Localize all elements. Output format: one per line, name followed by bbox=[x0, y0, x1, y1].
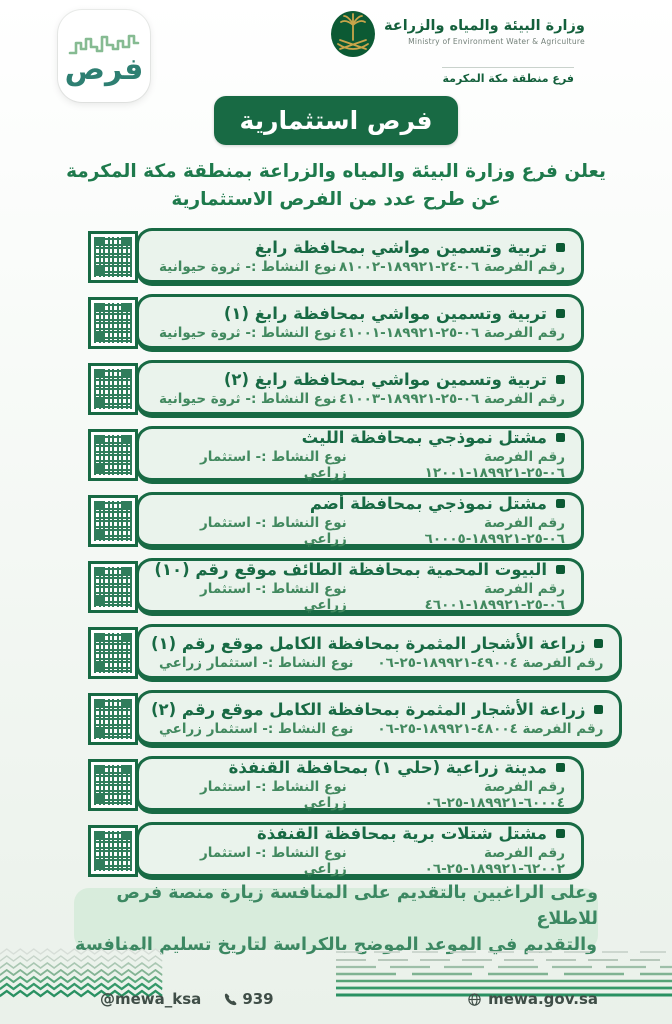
intro-text bbox=[0, 158, 672, 214]
opportunity-number-label: رقم الفرصة bbox=[484, 259, 565, 275]
opportunity-title: مشتل نموذجي بمحافظة الليث bbox=[301, 428, 547, 447]
bullet-square-icon bbox=[556, 375, 565, 384]
furas-wordmark: فرص bbox=[64, 52, 144, 87]
bullet-square-icon bbox=[556, 309, 565, 318]
activity-type-label: نوع النشاط :- bbox=[245, 259, 337, 275]
bullet-square-icon bbox=[556, 433, 565, 442]
opportunity-number bbox=[347, 515, 565, 547]
qr-pattern-icon bbox=[94, 633, 132, 673]
opportunity-number-label: رقم الفرصة bbox=[484, 449, 565, 465]
opportunity-row bbox=[88, 294, 584, 352]
bullet-square-icon bbox=[594, 639, 603, 648]
opportunity-number bbox=[347, 779, 565, 811]
opportunity-row bbox=[88, 360, 584, 418]
opportunity-card bbox=[136, 492, 584, 550]
qr-code[interactable] bbox=[88, 693, 138, 745]
opportunity-card bbox=[136, 822, 584, 880]
activity-type-value: استثمار زراعي bbox=[200, 845, 347, 877]
qr-pattern-icon bbox=[94, 369, 132, 409]
opportunity-card bbox=[136, 690, 622, 748]
activity-type bbox=[159, 391, 337, 407]
activity-type-value: استثمار زراعي bbox=[200, 515, 347, 547]
qr-code[interactable] bbox=[88, 561, 138, 613]
website-url: mewa.gov.sa bbox=[488, 990, 598, 1008]
branch-label: فرع منطقة مكة المكرمة bbox=[442, 67, 574, 85]
activity-type-value: استثمار زراعي bbox=[200, 779, 347, 811]
ministry-name-arabic: وزارة البيئة والمياه والزراعة bbox=[384, 18, 585, 34]
intro-line-2: عن طرح عدد من الفرص الاستثمارية bbox=[171, 189, 501, 210]
qr-pattern-icon bbox=[94, 567, 132, 607]
opportunity-title: مدينة زراعية (حلي ١) بمحافظة القنفذة bbox=[228, 758, 547, 777]
opportunity-number-label: رقم الفرصة bbox=[484, 515, 565, 531]
opportunity-row bbox=[88, 492, 584, 550]
phone-contact[interactable] bbox=[223, 990, 273, 1008]
opportunity-card bbox=[136, 426, 584, 484]
activity-type-label: نوع النشاط :- bbox=[262, 655, 354, 671]
opportunity-number-label: رقم الفرصة bbox=[484, 581, 565, 597]
opportunity-row bbox=[88, 690, 604, 748]
opportunity-number-label: رقم الفرصة bbox=[484, 325, 565, 341]
activity-type bbox=[159, 325, 337, 341]
activity-type-label: نوع النشاط :- bbox=[255, 515, 347, 531]
opportunity-card bbox=[136, 756, 584, 814]
opportunity-number-value: ١٢٠٠١-١٨٩٩٢١-٢٥-٠٦ bbox=[424, 465, 565, 481]
activity-type-label: نوع النشاط :- bbox=[262, 721, 354, 737]
opportunity-number-value: ٤١٠٠١-١٨٩٩٢١-٢٥-٠٦ bbox=[338, 325, 480, 341]
qr-code[interactable] bbox=[88, 297, 138, 349]
qr-pattern-icon bbox=[94, 237, 132, 277]
opportunity-number bbox=[339, 391, 565, 407]
bullet-square-icon bbox=[556, 829, 565, 838]
activity-type bbox=[159, 259, 337, 275]
opportunity-card bbox=[136, 228, 584, 286]
opportunity-row bbox=[88, 756, 584, 814]
qr-code[interactable] bbox=[88, 231, 138, 283]
opportunity-number bbox=[347, 581, 565, 613]
activity-type-label: نوع النشاط :- bbox=[245, 325, 337, 341]
opportunity-number-value: ٤٦٠٠١-١٨٩٩٢١-٢٥-٠٦ bbox=[424, 597, 565, 613]
activity-type-label: نوع النشاط :- bbox=[255, 779, 347, 795]
opportunity-number-value: ٠٦-٢٥-١٨٩٩٢١-٤٨٠٠٤ bbox=[377, 721, 518, 737]
opportunity-card bbox=[136, 294, 584, 352]
bullet-square-icon bbox=[556, 243, 565, 252]
activity-type-value: استثمار زراعي bbox=[200, 581, 347, 613]
opportunity-number-value: ٨١٠٠٢-١٨٩٩٢١-٢٤-٠٦ bbox=[338, 259, 480, 275]
opportunity-number-value: ٠٦-٢٥-١٨٩٩٢١-٦٠٠٠٤ bbox=[424, 795, 565, 811]
opportunity-list bbox=[88, 228, 604, 888]
opportunity-number-label: رقم الفرصة bbox=[484, 391, 565, 407]
activity-type bbox=[159, 515, 347, 547]
activity-type-value: استثمار زراعي bbox=[159, 655, 258, 671]
qr-pattern-icon bbox=[94, 765, 132, 805]
bullet-square-icon bbox=[556, 565, 565, 574]
opportunity-title: مشتل نموذجي بمحافظة أضم bbox=[309, 494, 547, 513]
opportunity-number bbox=[377, 655, 603, 671]
phone-number: 939 bbox=[242, 990, 274, 1008]
opportunity-number bbox=[339, 259, 565, 275]
qr-pattern-icon bbox=[94, 435, 132, 475]
header bbox=[0, 0, 672, 100]
activity-type-label: نوع النشاط :- bbox=[255, 845, 347, 861]
qr-code[interactable] bbox=[88, 825, 138, 877]
opportunity-title: زراعة الأشجار المثمرة بمحافظة الكامل موقع رقم (٢) bbox=[151, 700, 586, 719]
opportunity-title: تربية وتسمين مواشي بمحافظة رابغ (٢) bbox=[223, 370, 547, 389]
opportunity-title: تربية وتسمين مواشي بمحافظة رابغ (١) bbox=[223, 304, 547, 323]
phone-icon bbox=[223, 992, 238, 1007]
qr-code[interactable] bbox=[88, 495, 138, 547]
activity-type-value: استثمار زراعي bbox=[200, 449, 347, 481]
opportunity-title: البيوت المحمية بمحافظة الطائف موقع رقم (١٠) bbox=[154, 560, 547, 579]
opportunity-row bbox=[88, 624, 604, 682]
notice-line-1: وعلى الراغبين بالتقديم على المنافسة زيارة منصة فرص للاطلاع bbox=[116, 883, 598, 929]
website-link[interactable] bbox=[467, 990, 598, 1008]
qr-pattern-icon bbox=[94, 831, 132, 871]
qr-code[interactable] bbox=[88, 627, 138, 679]
notice-line-2: والتقديم في الموعد الموضح بالكراسة لتاريخ تسليم المنافسة bbox=[75, 935, 597, 955]
opportunity-row bbox=[88, 426, 584, 484]
opportunity-card bbox=[136, 558, 584, 616]
opportunity-number-value: ٠٦-٢٥-١٨٩٩٢١-٦٢٠٠٢ bbox=[424, 861, 565, 877]
opportunity-card bbox=[136, 624, 622, 682]
activity-type bbox=[159, 721, 353, 737]
opportunity-number-value: ٤١٠٠٣-١٨٩٩٢١-٢٥-٠٦ bbox=[338, 391, 480, 407]
opportunity-title: تربية وتسمين مواشي بمحافظة رابغ bbox=[254, 238, 547, 257]
opportunity-number bbox=[347, 449, 565, 481]
activity-type bbox=[159, 779, 347, 811]
activity-type-value: استثمار زراعي bbox=[159, 721, 258, 737]
activity-type-label: نوع النشاط :- bbox=[245, 391, 337, 407]
furas-app-logo bbox=[58, 10, 150, 102]
opportunity-number bbox=[347, 845, 565, 877]
activity-type bbox=[159, 845, 347, 877]
bullet-square-icon bbox=[556, 763, 565, 772]
twitter-handle[interactable]: @mewa_ksa bbox=[100, 990, 202, 1008]
opportunity-number-label: رقم الفرصة bbox=[484, 845, 565, 861]
opportunity-row bbox=[88, 558, 584, 616]
footer bbox=[0, 986, 672, 1012]
opportunity-row bbox=[88, 822, 584, 880]
activity-type-value: ثروة حيوانية bbox=[159, 325, 241, 341]
opportunity-number bbox=[339, 325, 565, 341]
opportunity-number-label: رقم الفرصة bbox=[522, 655, 604, 671]
qr-pattern-icon bbox=[94, 303, 132, 343]
activity-type bbox=[159, 449, 347, 481]
intro-line-1: يعلن فرع وزارة البيئة والمياه والزراعة بمنطقة مكة المكرمة bbox=[66, 161, 606, 182]
opportunity-number-value: ٠٦-٢٥-١٨٩٩٢١-٤٩٠٠٤ bbox=[377, 655, 518, 671]
bullet-square-icon bbox=[594, 705, 603, 714]
opportunity-title: مشتل شتلات برية بمحافظة القنفذة bbox=[256, 824, 547, 843]
opportunity-number-label: رقم الفرصة bbox=[484, 779, 565, 795]
qr-code[interactable] bbox=[88, 759, 138, 811]
banner-title: فرص استثمارية bbox=[239, 106, 433, 135]
activity-type-value: ثروة حيوانية bbox=[159, 391, 241, 407]
ministry-emblem-icon bbox=[330, 10, 376, 60]
activity-type-label: نوع النشاط :- bbox=[255, 449, 347, 465]
title-banner bbox=[214, 96, 458, 145]
activity-type bbox=[159, 581, 347, 613]
qr-pattern-icon bbox=[94, 699, 132, 739]
opportunity-card bbox=[136, 360, 584, 418]
opportunity-title: زراعة الأشجار المثمرة بمحافظة الكامل موقع رقم (١) bbox=[151, 634, 586, 653]
activity-type-value: ثروة حيوانية bbox=[159, 259, 241, 275]
activity-type bbox=[159, 655, 353, 671]
opportunity-number-label: رقم الفرصة bbox=[522, 721, 604, 737]
activity-type-label: نوع النشاط :- bbox=[255, 581, 347, 597]
globe-icon bbox=[467, 992, 482, 1007]
qr-code[interactable] bbox=[88, 429, 138, 481]
opportunity-number bbox=[377, 721, 603, 737]
bullet-square-icon bbox=[556, 499, 565, 508]
ministry-name-english: Ministry of Environment Water & Agriculture bbox=[408, 37, 585, 46]
qr-pattern-icon bbox=[94, 501, 132, 541]
opportunity-row bbox=[88, 228, 584, 286]
qr-code[interactable] bbox=[88, 363, 138, 415]
opportunity-number-value: ٦٠٠٠٥-١٨٩٩٢١-٢٥-٠٦ bbox=[424, 531, 565, 547]
application-notice bbox=[74, 883, 598, 955]
ministry-logo-block bbox=[330, 10, 630, 86]
